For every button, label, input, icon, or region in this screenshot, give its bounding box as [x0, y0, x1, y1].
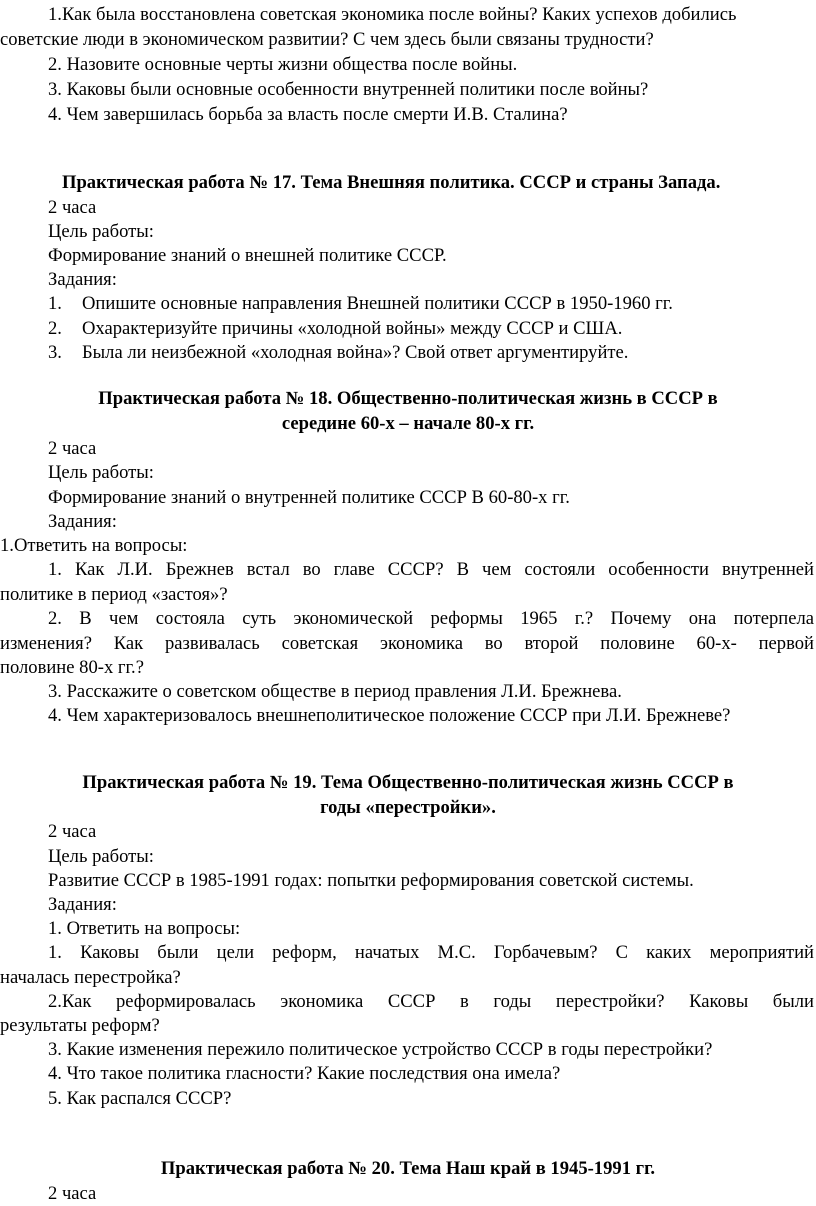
work17-task-1-number: 1.	[48, 293, 62, 314]
work19-hours: 2 часа	[48, 821, 97, 842]
work19-question-2-line-2: результаты реформ?	[0, 1015, 160, 1036]
work18-question-2-line-1: 2. В чем состояла суть экономической реформы 1965 г.? Почему она потерпела	[48, 608, 814, 629]
intro-question-1-line-2: советские люди в экономическом развитии? С чем здесь были связаны трудности?	[0, 29, 654, 50]
work18-question-1-line-2: политике в период «застоя»?	[0, 584, 228, 605]
work17-goal-label: Цель работы:	[48, 221, 154, 242]
intro-question-3: 3. Каковы были основные особенности внутренней политики после войны?	[48, 79, 649, 100]
work17-hours: 2 часа	[48, 197, 97, 218]
work20-hours: 2 часа	[48, 1183, 97, 1204]
work18-question-3: 3. Расскажите о советском обществе в период правления Л.И. Брежнева.	[48, 681, 622, 702]
work19-title-line-1: Практическая работа № 19. Тема Общественно-политическая жизнь СССР в	[82, 772, 734, 793]
work18-question-1-line-1: 1. Как Л.И. Брежнев встал во главе СССР? В чем состояли особенности внутренней	[48, 559, 814, 580]
work17-title: Практическая работа № 17. Тема Внешняя политика. СССР и страны Запада.	[62, 172, 721, 193]
intro-question-1-line-1: 1.Как была восстановлена советская экономика после войны? Каких успехов добились	[48, 4, 737, 25]
work19-question-1-line-1: 1. Каковы были цели реформ, начатых М.С. Горбачевым? С каких мероприятий	[48, 942, 814, 963]
work19-goal-label: Цель работы:	[48, 846, 154, 867]
work17-task-3-number: 3.	[48, 342, 62, 363]
work19-question-3: 3. Какие изменения пережило политическое устройство СССР в годы перестройки?	[48, 1039, 713, 1060]
work18-answer-label: 1.Ответить на вопросы:	[0, 535, 188, 556]
work17-task-2: Охарактеризуйте причины «холодной войны» между СССР и США.	[82, 318, 623, 339]
work17-task-3: Была ли неизбежной «холодная война»? Свой ответ аргументируйте.	[82, 342, 629, 363]
work18-goal-label: Цель работы:	[48, 462, 154, 483]
work19-answer-label: 1. Ответить на вопросы:	[48, 918, 241, 939]
work18-goal: Формирование знаний о внутренней политике СССР В 60-80-х гг.	[48, 487, 570, 508]
work18-question-2-line-2: изменения? Как развивалась советская экономика во второй половине 60-х- первой	[0, 633, 814, 654]
work18-hours: 2 часа	[48, 438, 97, 459]
work19-question-4: 4. Что такое политика гласности? Какие последствия она имела?	[48, 1063, 561, 1084]
work19-title-line-2: годы «перестройки».	[320, 797, 496, 818]
work18-title-line-1: Практическая работа № 18. Общественно-политическая жизнь в СССР в	[98, 388, 718, 409]
work19-tasks-label: Задания:	[48, 894, 117, 915]
intro-question-2: 2. Назовите основные черты жизни общества после войны.	[48, 54, 518, 75]
work19-question-1-line-2: началась перестройка?	[0, 967, 181, 988]
work18-question-2-line-3: половине 80-х гг.?	[0, 657, 144, 678]
work20-title: Практическая работа № 20. Тема Наш край в 1945-1991 гг.	[160, 1158, 656, 1179]
work18-question-4: 4. Чем характеризовалось внешнеполитическое положение СССР при Л.И. Брежневе?	[48, 705, 731, 726]
work18-tasks-label: Задания:	[48, 511, 117, 532]
work17-tasks-label: Задания:	[48, 269, 117, 290]
work19-goal: Развитие СССР в 1985-1991 годах: попытки реформирования советской системы.	[48, 870, 694, 891]
work19-question-5: 5. Как распался СССР?	[48, 1088, 232, 1109]
work18-title-line-2: середине 60-х – начале 80-х гг.	[281, 413, 535, 434]
intro-question-4: 4. Чем завершилась борьба за власть после смерти И.В. Сталина?	[48, 104, 568, 125]
work19-question-2-line-1: 2.Как реформировалась экономика СССР в годы перестройки? Каковы были	[48, 991, 814, 1012]
work17-goal: Формирование знаний о внешней политике СССР.	[48, 245, 447, 266]
work17-task-2-number: 2.	[48, 318, 62, 339]
work17-task-1: Опишите основные направления Внешней политики СССР в 1950-1960 гг.	[82, 293, 673, 314]
